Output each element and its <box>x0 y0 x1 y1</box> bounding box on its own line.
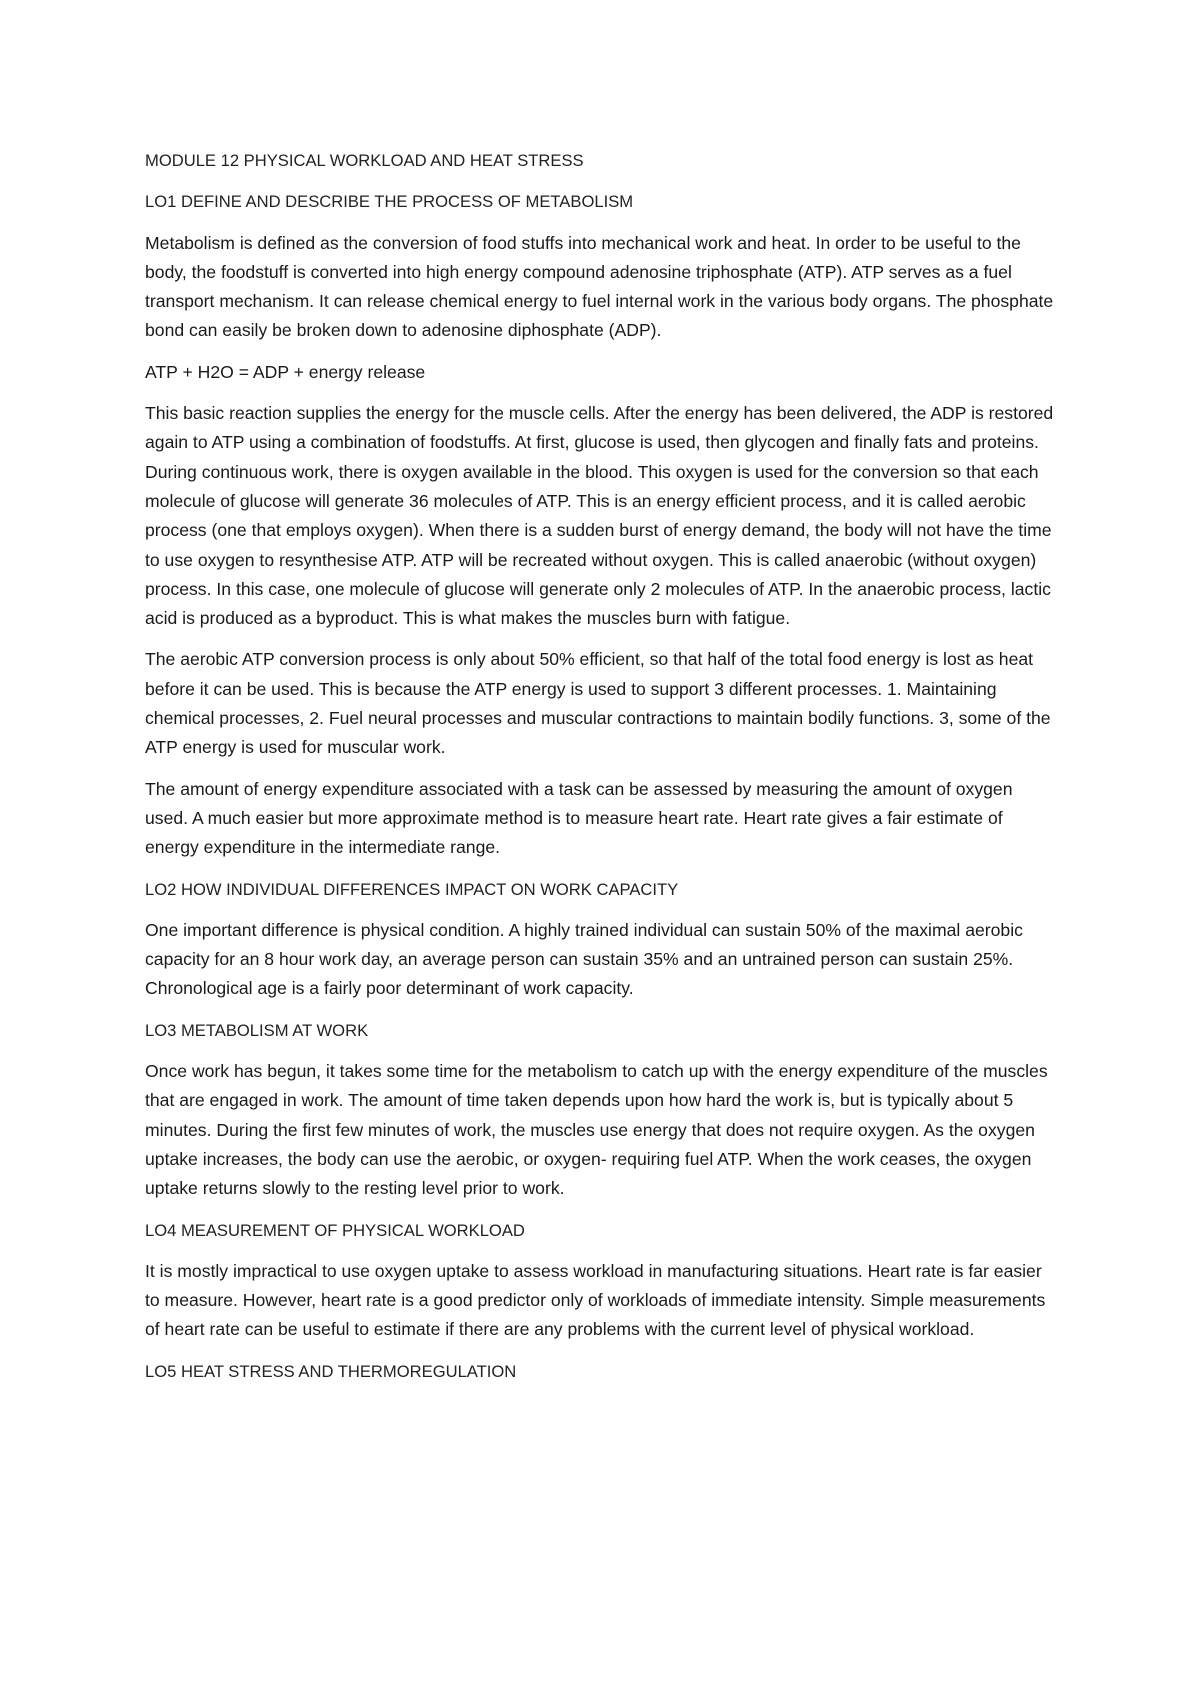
document-body <box>145 146 1060 1398</box>
section-heading-lo1: LO1 DEFINE AND DESCRIBE THE PROCESS OF METABOLISM <box>145 192 634 212</box>
paragraph-metabolism-at-work: Once work has begun, it takes some time for the metabolism to catch up with the energy expenditure of the muscles that are engaged in work. The amount of time taken depends upon how hard the work is, but is typically about 5 minutes. During the first few minutes of work, the muscles use energy that does not require oxygen. As the oxygen uptake increases, the body can use the aerobic, or oxygen- requiring fuel ATP. When the work ceases, the oxygen uptake returns slowly to the resting level prior to work. <box>145 1061 1048 1199</box>
paragraph-energy-reaction: This basic reaction supplies the energy for the muscle cells. After the energy has been delivered, the ADP is restored again to ATP using a combination of foodstuffs. At first, glucose is used, then glycogen and finally fats and proteins. During continuous work, there is oxygen available in the blood. This oxygen is used for the conversion so that each molecule of glucose will generate 36 molecules of ATP. This is an energy efficient process, and it is called aerobic process (one that employs oxygen). When there is a sudden burst of energy demand, the body will not have the time to use oxygen to resynthesise ATP. ATP will be recreated without oxygen. This is called anaerobic (without oxygen) process. In this case, one molecule of glucose will generate only 2 molecules of ATP. In the anaerobic process, lactic acid is produced as a byproduct. This is what makes the muscles burn with fatigue. <box>145 403 1054 629</box>
paragraph-metabolism-definition: Metabolism is defined as the conversion of food stuffs into mechanical work and heat. In order to be useful to the body, the foodstuff is converted into high energy compound adenosine triphosphate (ATP). ATP serves as a fuel transport mechanism. It can release chemical energy to fuel internal work in the various body organs. The phosphate bond can easily be broken down to adenosine diphosphate (ADP). <box>145 232 1054 341</box>
atp-equation: ATP + H2O = ADP + energy release <box>145 361 426 382</box>
section-heading-lo2: LO2 HOW INDIVIDUAL DIFFERENCES IMPACT ON WORK CAPACITY <box>145 879 679 899</box>
section-heading-lo5: LO5 HEAT STRESS AND THERMOREGULATION <box>145 1361 517 1381</box>
paragraph-workload-measurement: It is mostly impractical to use oxygen uptake to assess workload in manufacturing situations. Heart rate is far easier to measure. However, heart rate is a good predictor only of workloads of immediate intensity. Simple measurements of heart rate can be useful to estimate if there are any problems with the current level of physical workload. <box>145 1260 1046 1340</box>
section-heading-lo3: LO3 METABOLISM AT WORK <box>145 1020 369 1040</box>
section-heading-lo4: LO4 MEASUREMENT OF PHYSICAL WORKLOAD <box>145 1220 525 1240</box>
paragraph-atp-efficiency: The aerobic ATP conversion process is only about 50% efficient, so that half of the total food energy is lost as heat before it can be used. This is because the ATP energy is used to support 3 different processes. 1. Maintaining chemical processes, 2. Fuel neural processes and muscular contractions to maintain bodily functions. 3, some of the ATP energy is used for muscular work. <box>145 649 1051 758</box>
document-title: MODULE 12 PHYSICAL WORKLOAD AND HEAT STRESS <box>145 151 584 170</box>
paragraph-physical-condition: One important difference is physical condition. A highly trained individual can sustain 50% of the maximal aerobic capacity for an 8 hour work day, an average person can sustain 35% and an untrained person can sustain 25%. Chronological age is a fairly poor determinant of work capacity. <box>145 919 1023 999</box>
paragraph-energy-expenditure: The amount of energy expenditure associated with a task can be assessed by measuring the amount of oxygen used. A much easier but more approximate method is to measure heart rate. Heart rate gives a fair estimate of energy expenditure in the intermediate range. <box>145 778 1013 858</box>
